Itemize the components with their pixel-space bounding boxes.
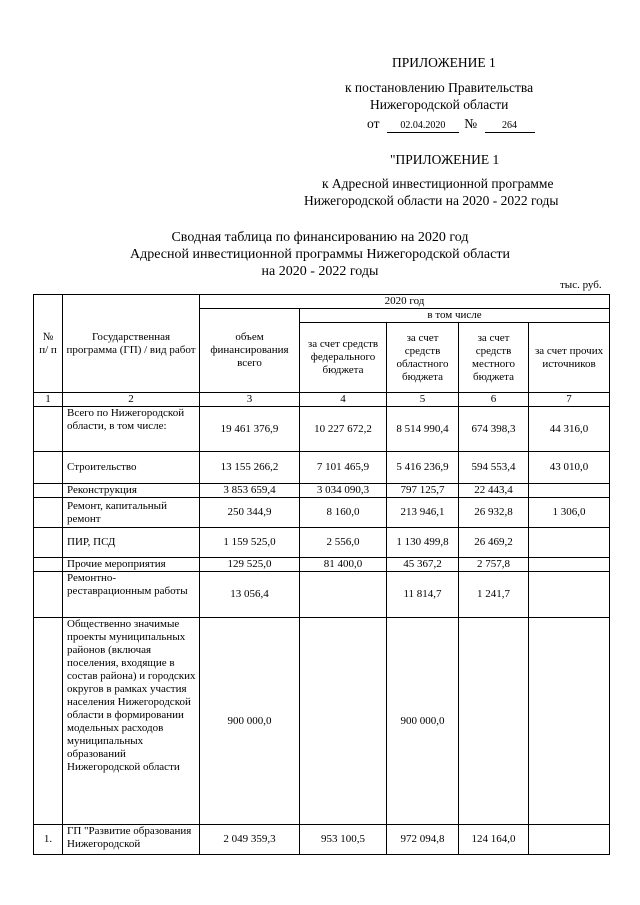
row-regional: 1 130 499,8 [387,528,459,558]
appendix-title: ПРИЛОЖЕНИЕ 1 [392,55,496,70]
inner-appendix-title: "ПРИЛОЖЕНИЕ 1 [390,152,500,167]
header-including: в том числе [300,309,610,323]
row-name: Всего по Нижегородской области, в том числе: [63,407,200,452]
row-num [34,498,63,528]
row-regional: 797 125,7 [387,484,459,498]
row-local: 594 553,4 [459,452,529,484]
row-local: 26 932,8 [459,498,529,528]
row-federal: 2 556,0 [300,528,387,558]
row-num: 1. [34,825,63,855]
resolution-line: к постановлению Правительства [345,80,534,95]
row-regional: 11 814,7 [387,572,459,618]
header-other: за счет прочих источников [529,323,610,393]
header-federal: за счет средств федерального бюджета [300,323,387,393]
table-row [34,498,610,528]
table-row [34,825,610,855]
col-number: 4 [300,393,387,407]
table-row [34,528,610,558]
row-other [529,558,610,572]
date-number-line [367,116,535,133]
row-federal: 953 100,5 [300,825,387,855]
row-num [34,407,63,452]
row-total: 3 853 659,4 [200,484,300,498]
row-local: 124 164,0 [459,825,529,855]
row-name: ГП "Развитие образования Нижегородской [63,825,200,855]
row-federal: 81 400,0 [300,558,387,572]
row-other [529,825,610,855]
row-total: 250 344,9 [200,498,300,528]
row-num [34,558,63,572]
col-number: 7 [529,393,610,407]
row-regional: 213 946,1 [387,498,459,528]
row-num [34,528,63,558]
table-row [34,558,610,572]
row-regional: 900 000,0 [387,618,459,825]
row-other: 1 306,0 [529,498,610,528]
table-title-line-2: Адресной инвестиционной программы Нижегородской области [130,247,510,262]
table-row [34,407,610,452]
col-number: 1 [34,393,63,407]
row-federal: 3 034 090,3 [300,484,387,498]
row-total: 13 056,4 [200,572,300,618]
row-name: Ремонт, капитальный ремонт [63,498,200,528]
row-local: 26 469,2 [459,528,529,558]
row-local: 1 241,7 [459,572,529,618]
header-total: объем финансирования всего [200,309,300,393]
row-name: Прочие мероприятия [63,558,200,572]
resolution-number: 264 [485,120,535,133]
row-local: 22 443,4 [459,484,529,498]
row-name: Общественно значимые проекты муниципальных районов (включая поселения, входящие в состав района) и городских округов в рамках участия населения Нижегородской области в формировании модельных расходов муниципальных образований Нижегородской области [63,618,200,825]
row-name: ПИР, ПСД [63,528,200,558]
row-regional: 45 367,2 [387,558,459,572]
col-number: 6 [459,393,529,407]
row-local: 2 757,8 [459,558,529,572]
row-num [34,572,63,618]
header-year: 2020 год [200,295,610,309]
region-line: Нижегородской области [370,97,509,112]
row-other: 44 316,0 [529,407,610,452]
row-regional: 5 416 236,9 [387,452,459,484]
row-name: Реконструкция [63,484,200,498]
header-local: за счет средств местного бюджета [459,323,529,393]
table-row [34,452,610,484]
table-row [34,484,610,498]
row-other [529,572,610,618]
col-number: 2 [63,393,200,407]
row-other [529,528,610,558]
header-program: Государственная программа (ГП) / вид работ [63,295,200,393]
row-federal [300,618,387,825]
table-title-line-1: Сводная таблица по финансированию на 2020 год [171,230,469,245]
row-num [34,484,63,498]
row-federal: 8 160,0 [300,498,387,528]
row-other [529,618,610,825]
row-other: 43 010,0 [529,452,610,484]
row-regional: 972 094,8 [387,825,459,855]
row-federal [300,572,387,618]
row-num [34,452,63,484]
program-line-2: Нижегородской области на 2020 - 2022 годы [304,193,559,208]
row-total: 1 159 525,0 [200,528,300,558]
row-num [34,618,63,825]
row-regional: 8 514 990,4 [387,407,459,452]
row-total: 13 155 266,2 [200,452,300,484]
program-line-1: к Адресной инвестиционной программе [322,176,554,191]
header-num: № п/ п [34,295,63,393]
financing-table [33,294,610,855]
row-federal: 10 227 672,2 [300,407,387,452]
units-label: тыс. руб. [560,279,602,291]
row-total: 900 000,0 [200,618,300,825]
row-local [459,618,529,825]
table-row [34,572,610,618]
row-total: 2 049 359,3 [200,825,300,855]
table-row [34,618,610,825]
col-number: 5 [387,393,459,407]
from-label: от [367,116,380,131]
row-federal: 7 101 465,9 [300,452,387,484]
row-other [529,484,610,498]
row-total: 129 525,0 [200,558,300,572]
row-name: Ремонтно-реставрационным работы [63,572,200,618]
number-label: № [464,116,478,131]
row-local: 674 398,3 [459,407,529,452]
resolution-date: 02.04.2020 [387,120,459,133]
row-name: Строительство [63,452,200,484]
row-total: 19 461 376,9 [200,407,300,452]
table-title-line-3: на 2020 - 2022 годы [261,264,379,279]
header-regional: за счет средств областного бюджета [387,323,459,393]
col-number: 3 [200,393,300,407]
